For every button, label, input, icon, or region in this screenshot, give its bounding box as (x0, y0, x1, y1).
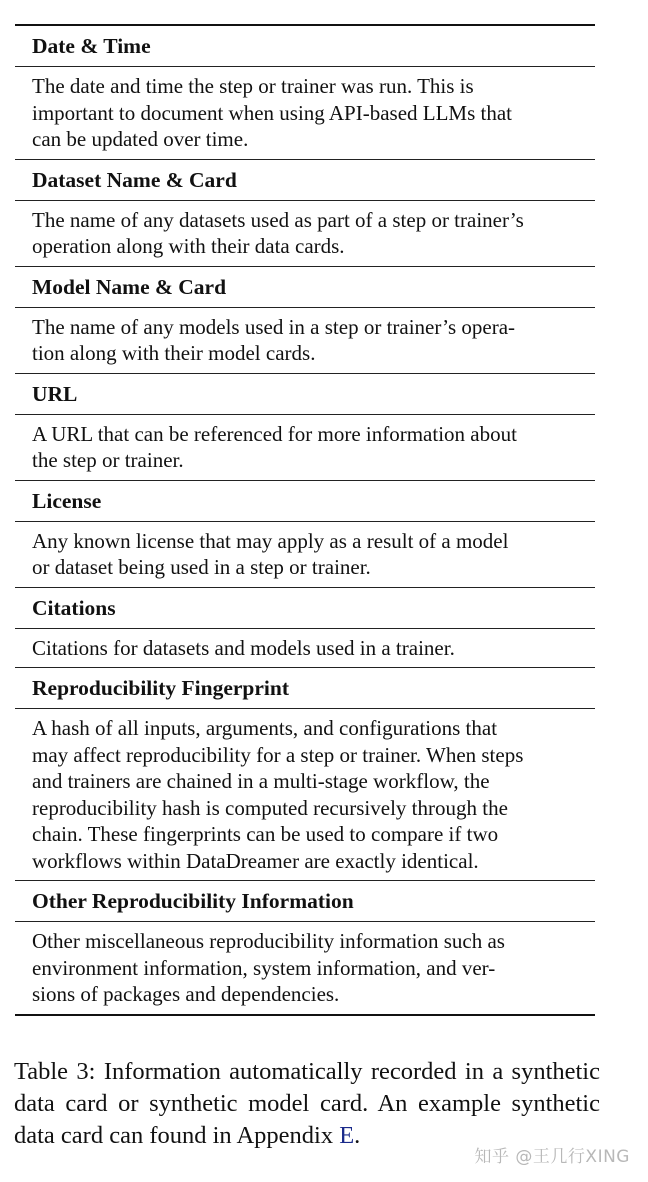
line: can be updated over time. (32, 127, 249, 151)
row-description (15, 201, 595, 266)
row-description (15, 709, 595, 880)
table-row-dataset (15, 159, 595, 266)
table-row-license (15, 480, 595, 587)
line: important to document when using API-based LLMs that (32, 100, 513, 125)
row-heading: URL (15, 373, 595, 415)
line: The name of any datasets used as part of a step or trainer’s (32, 207, 524, 232)
table-row-model (15, 266, 595, 373)
line: chain. These fingerprints can be used to compare if two (32, 822, 499, 846)
line: may affect reproducibility for a step or trainer. When steps (32, 742, 524, 767)
line: or dataset being used in a step or trainer. (32, 555, 371, 579)
line: environment information, system information, and ver- (32, 955, 496, 980)
caption-text: Table 3: Information automatically recorded in a synthetic data card or synthetic model card. An example synthetic data card can found in Appendix (14, 1058, 600, 1149)
line: workflows within DataDreamer are exactly identical. (32, 848, 479, 873)
table-caption (14, 1056, 600, 1152)
row-description (15, 67, 595, 159)
line: the step or trainer. (32, 448, 184, 472)
caption-end: . (354, 1122, 361, 1149)
row-heading: Citations (15, 587, 595, 629)
row-heading: Model Name & Card (15, 266, 595, 308)
row-description (15, 522, 595, 587)
line: The name of any models used in a step or trainer’s opera- (32, 314, 516, 339)
table-row-fingerprint (15, 667, 595, 880)
table-row-date-time (15, 26, 595, 159)
line: A URL that can be referenced for more information about (32, 421, 517, 446)
row-heading: License (15, 480, 595, 522)
row-heading: Dataset Name & Card (15, 159, 595, 201)
line: Citations for datasets and models used in a trainer. (32, 635, 455, 660)
line: sions of packages and dependencies. (32, 982, 340, 1006)
line: and trainers are chained in a multi-stage workflow, the (32, 769, 490, 793)
line: tion along with their model cards. (32, 341, 316, 365)
line: A hash of all inputs, arguments, and configurations that (32, 716, 498, 740)
row-description (15, 922, 595, 1014)
row-description (15, 629, 595, 668)
line: operation along with their data cards. (32, 234, 345, 258)
line: reproducibility hash is computed recursively through the (32, 795, 508, 820)
table-row-url (15, 373, 595, 480)
line: Any known license that may apply as a result of a model (32, 528, 509, 553)
line: Other miscellaneous reproducibility information such as (32, 929, 505, 953)
watermark: 知乎 @王几行XING (474, 1147, 630, 1167)
row-description (15, 415, 595, 480)
row-heading: Date & Time (15, 26, 595, 67)
line: The date and time the step or trainer was run. This is (32, 74, 474, 98)
table-row-citations (15, 587, 595, 668)
row-heading: Other Reproducibility Information (15, 880, 595, 922)
row-description (15, 308, 595, 373)
appendix-link[interactable]: E (339, 1122, 355, 1149)
row-heading: Reproducibility Fingerprint (15, 667, 595, 709)
info-table (15, 24, 595, 1016)
table-row-other-repro (15, 880, 595, 1014)
